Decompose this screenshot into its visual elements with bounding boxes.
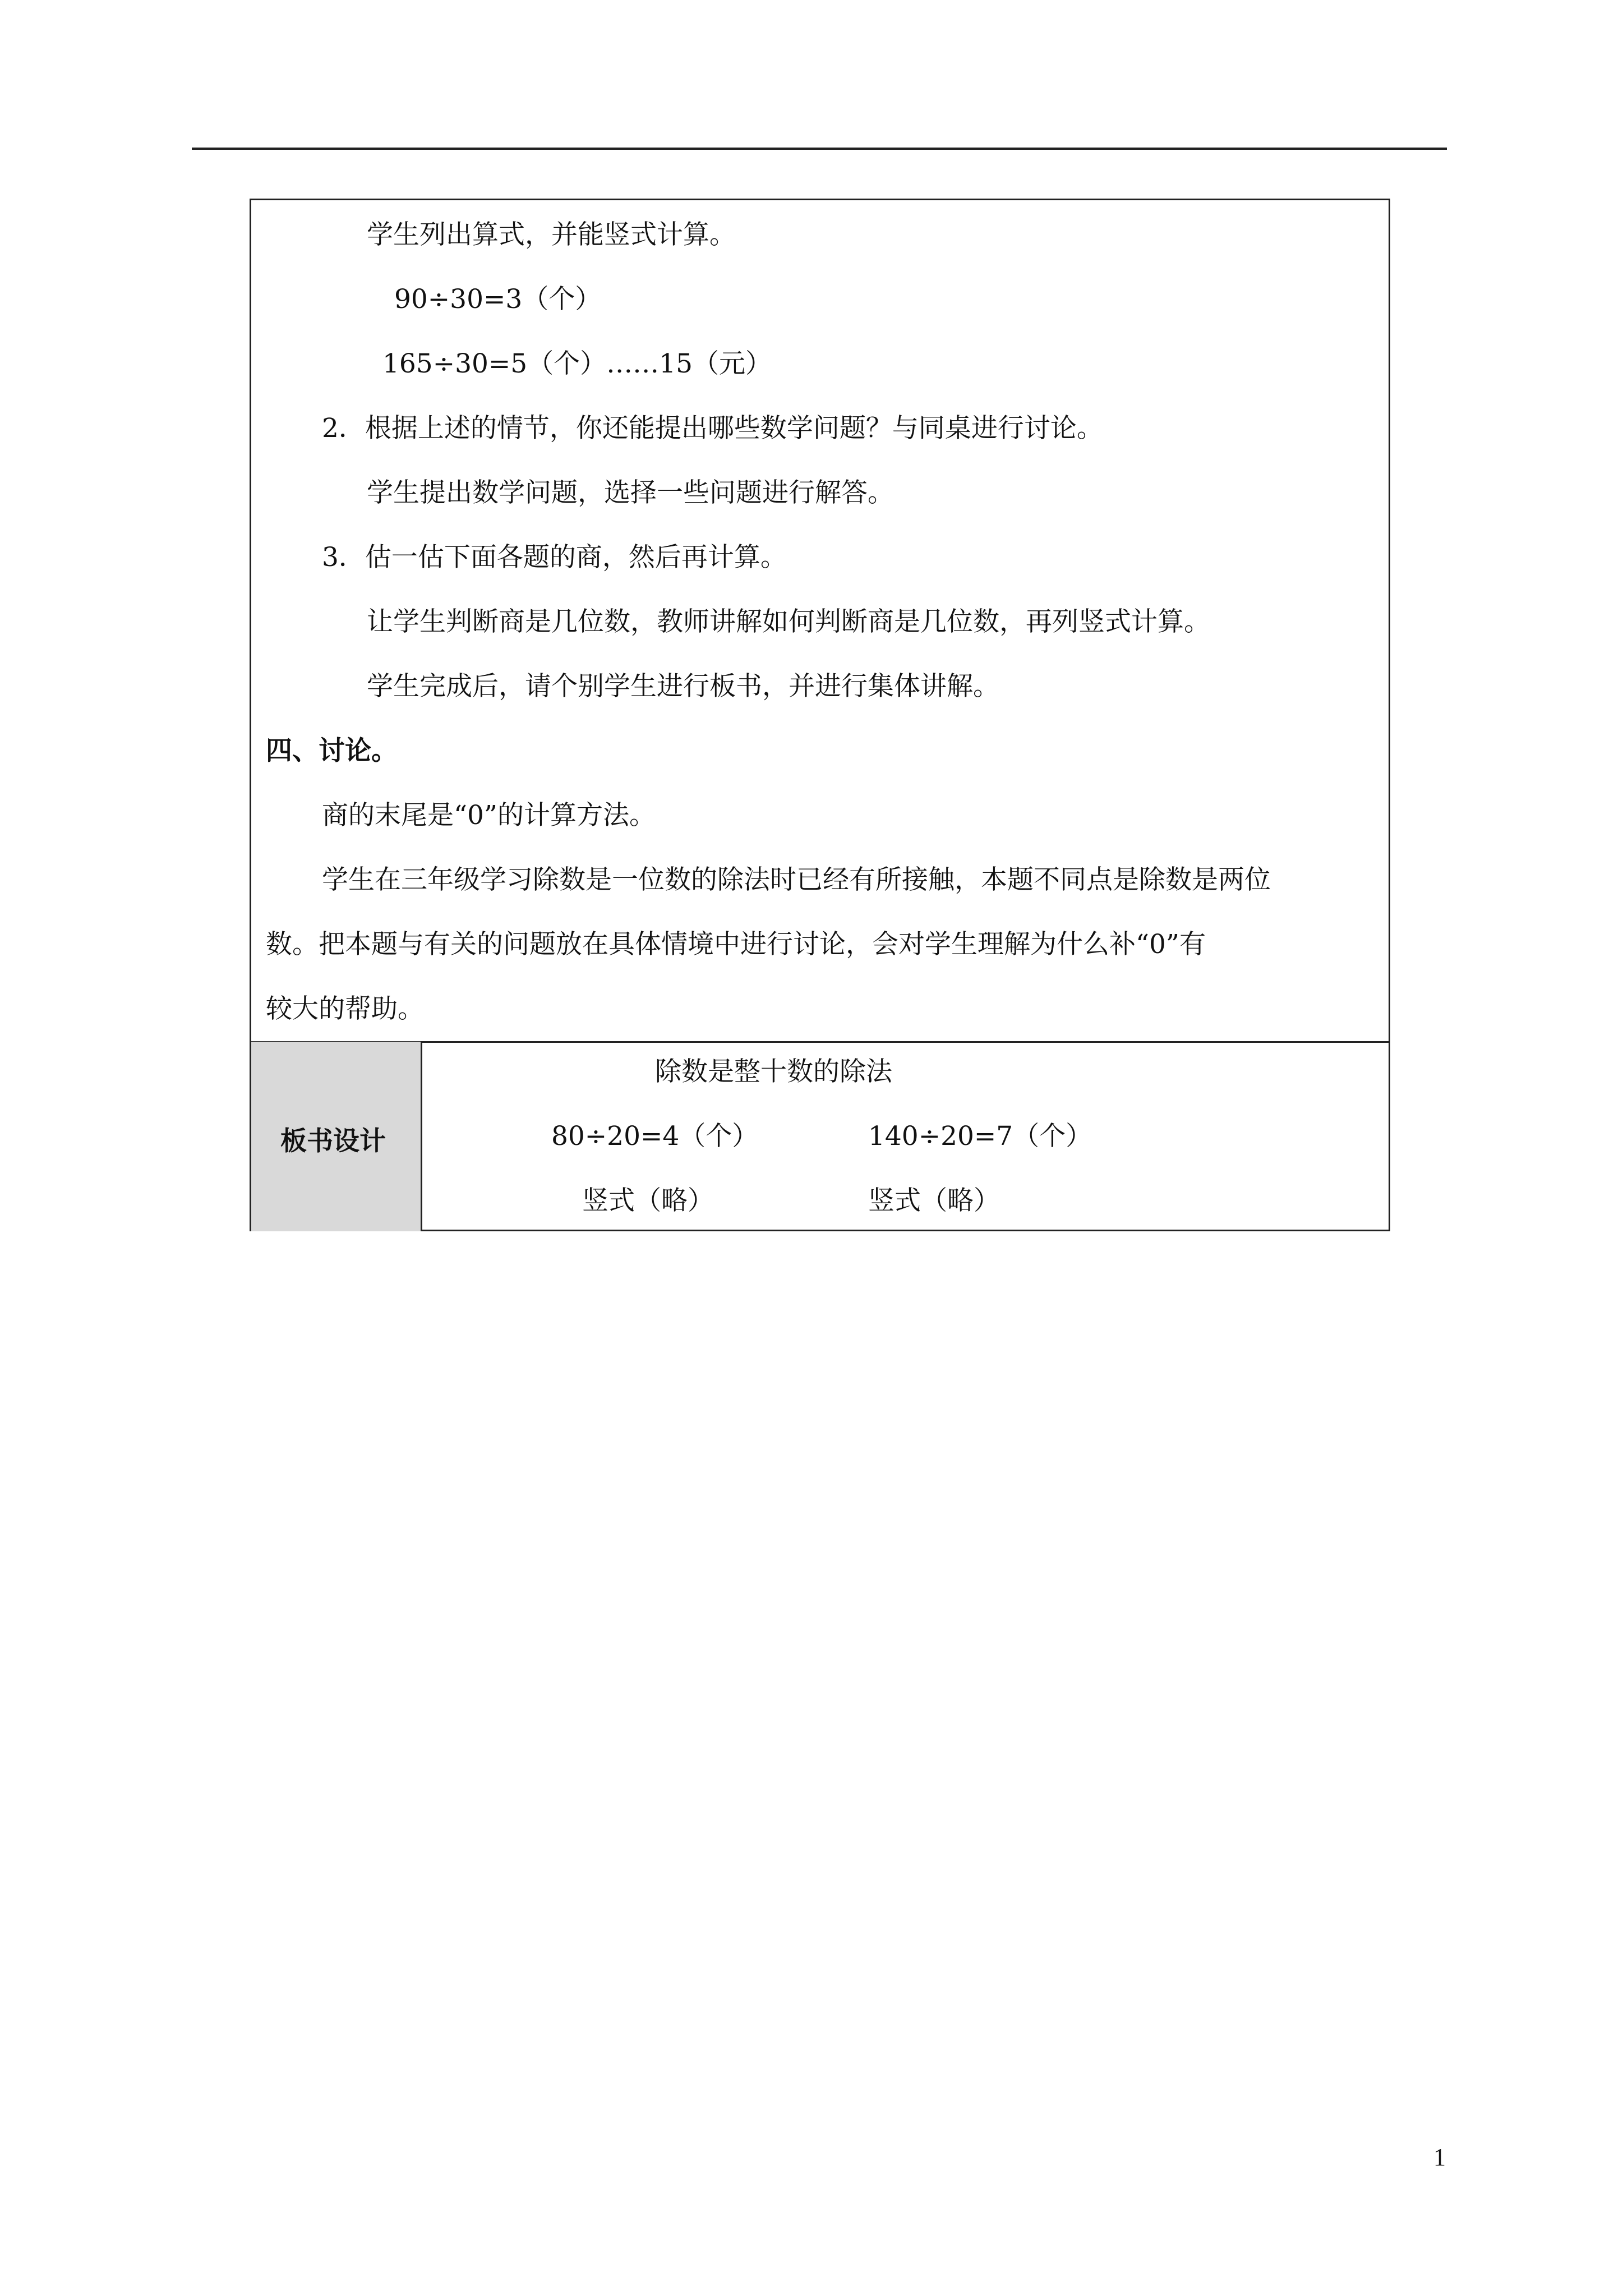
- text-line-7: 让学生判断商是几位数，教师讲解如何判断商是几位数，再列竖式计算。: [367, 606, 1210, 637]
- text-line-1: 学生列出算式，并能竖式计算。: [367, 219, 736, 250]
- text-line-13: 较大的帮助。: [266, 993, 424, 1024]
- board-design-label: 板书设计: [280, 1126, 386, 1157]
- section-heading: 四、讨论。: [266, 735, 398, 766]
- board-vertical-right: 竖式（略）: [868, 1185, 1000, 1216]
- board-equation-right: 140÷20=7（个）: [868, 1121, 1092, 1152]
- text-line-5: 学生提出数学问题，选择一些问题进行解答。: [367, 477, 894, 508]
- text-line-4: 2．根据上述的情节，你还能提出哪些数学问题？与同桌进行讨论。: [322, 413, 1103, 444]
- board-title: 除数是整十数的除法: [655, 1056, 892, 1087]
- text-line-12: 数。把本题与有关的问题放在具体情境中进行讨论，会对学生理解为什么补“0”有: [266, 929, 1206, 960]
- lesson-plan-table: [250, 199, 1390, 1231]
- board-equation-left: 80÷20=4（个）: [551, 1121, 759, 1152]
- page-number: 1: [1433, 2143, 1446, 2171]
- text-line-10: 商的末尾是“0”的计算方法。: [322, 800, 656, 831]
- board-vertical-left: 竖式（略）: [582, 1185, 714, 1216]
- text-line-11: 学生在三年级学习除数是一位数的除法时已经有所接触，本题不同点是除数是两位: [322, 864, 1271, 895]
- text-line-6: 3．估一估下面各题的商，然后再计算。: [322, 542, 787, 573]
- text-line-2: 90÷30=3（个）: [394, 284, 602, 315]
- board-design-label-cell: [251, 1042, 422, 1231]
- header-rule: [192, 148, 1447, 150]
- text-line-8: 学生完成后，请个别学生进行板书，并进行集体讲解。: [367, 671, 999, 702]
- text-line-3: 165÷30=5（个）……15（元）: [382, 348, 772, 379]
